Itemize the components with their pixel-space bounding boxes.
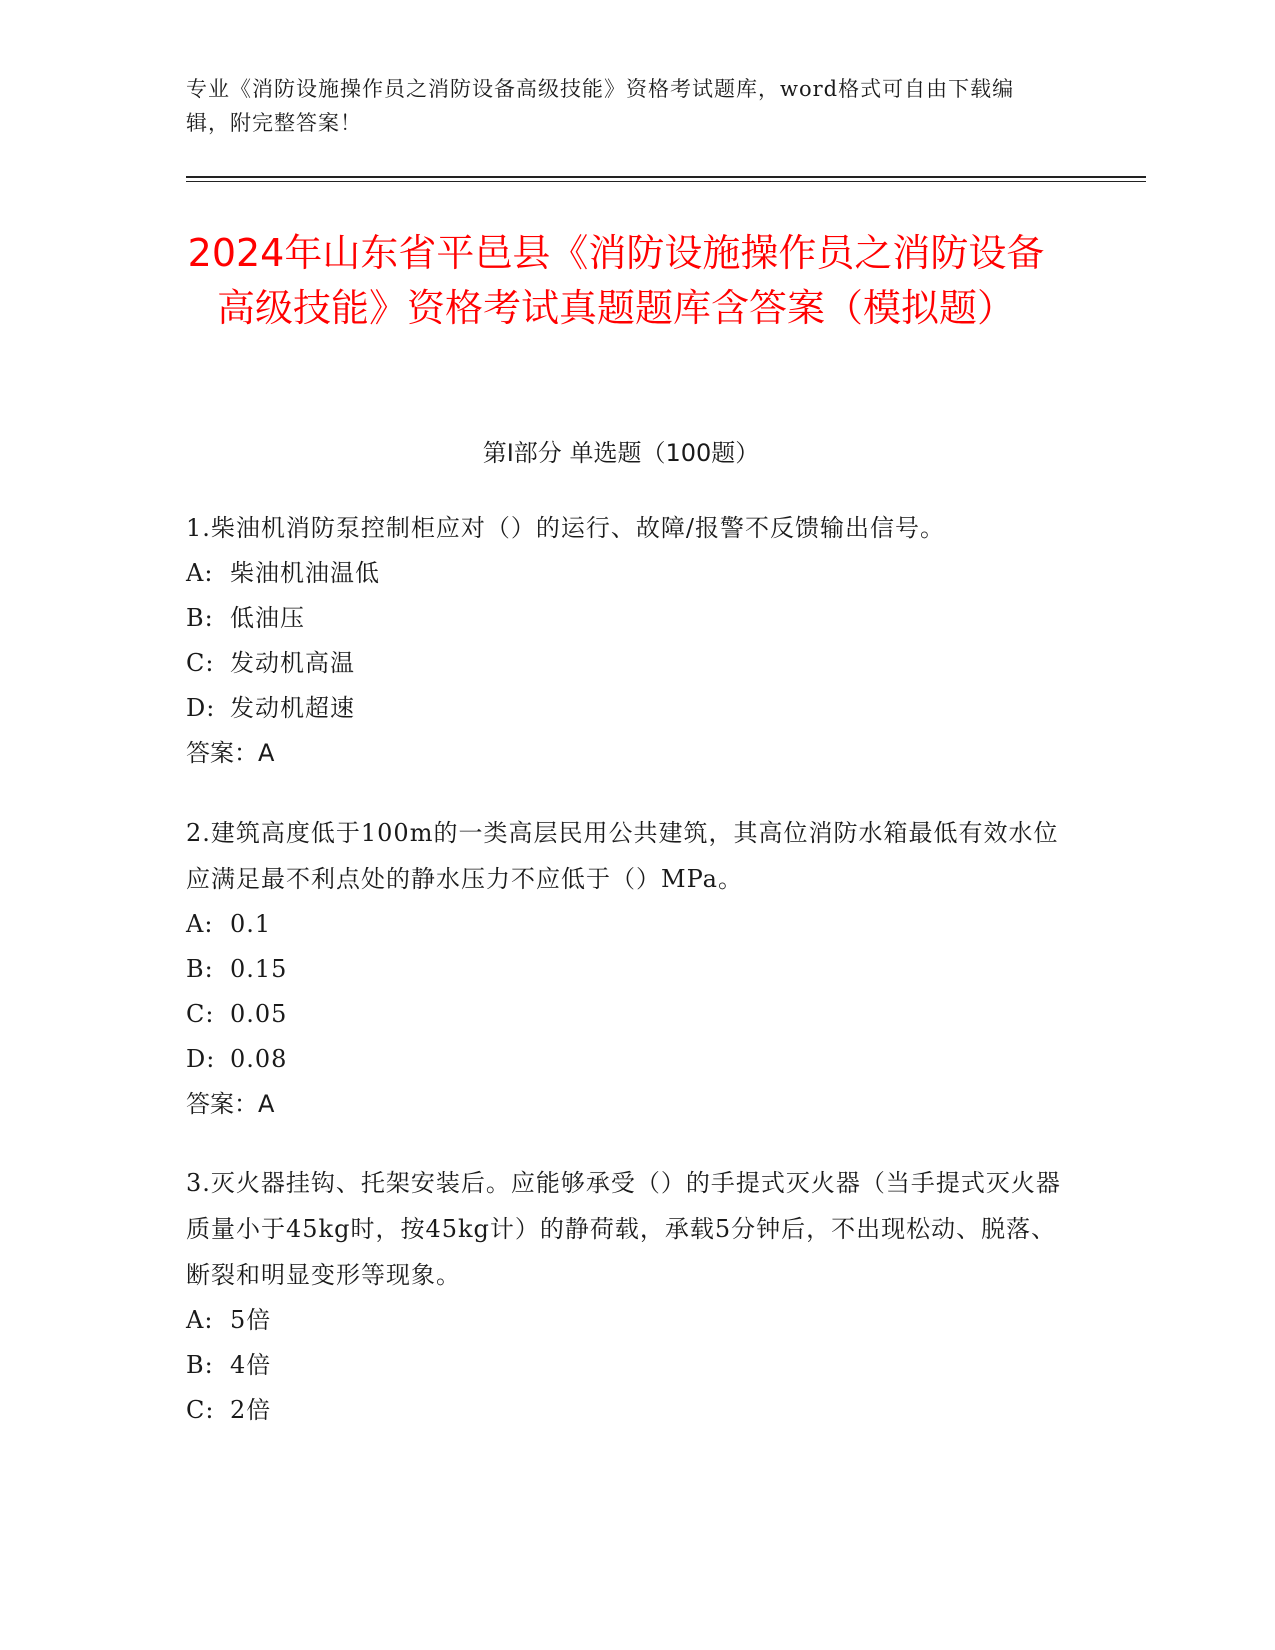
option-a bbox=[186, 902, 1066, 947]
option-text: 2倍 bbox=[230, 1396, 272, 1424]
option-letter: D: bbox=[186, 1045, 216, 1073]
option-c bbox=[186, 992, 1066, 1037]
option-letter: D: bbox=[186, 694, 216, 722]
option-c bbox=[186, 641, 1066, 686]
question-stem: 3.灭火器挂钩、托架安装后。应能够承受（）的手提式灭火器（当手提式灭火器质量小于45kg时，按45kg计）的静荷载，承载5分钟后，不出现松动、脱落、断裂和明显变形等现象。 bbox=[186, 1169, 1061, 1289]
option-d bbox=[186, 686, 1066, 731]
option-letter: C: bbox=[186, 1396, 215, 1424]
option-a bbox=[186, 551, 1066, 596]
option-letter: C: bbox=[186, 649, 215, 677]
answer-line: 答案：A bbox=[186, 739, 275, 767]
option-b bbox=[186, 596, 1066, 641]
option-letter: A: bbox=[186, 910, 214, 938]
option-text: 0.15 bbox=[230, 955, 288, 983]
option-text: 低油压 bbox=[230, 604, 305, 632]
option-text: 0.05 bbox=[230, 1000, 288, 1028]
section-heading: 第I部分 单选题（100题） bbox=[482, 439, 760, 467]
option-letter: B: bbox=[186, 604, 214, 632]
option-text: 5倍 bbox=[230, 1306, 272, 1334]
header-divider bbox=[186, 176, 1146, 182]
option-b bbox=[186, 1343, 1066, 1388]
option-letter: C: bbox=[186, 1000, 215, 1028]
question-3 bbox=[186, 1160, 1066, 1433]
option-letter: A: bbox=[186, 559, 214, 587]
option-c bbox=[186, 1388, 1066, 1433]
option-text: 发动机超速 bbox=[230, 694, 355, 722]
option-text: 0.08 bbox=[230, 1045, 288, 1073]
question-stem: 1.柴油机消防泵控制柜应对（）的运行、故障/报警不反馈输出信号。 bbox=[186, 514, 945, 542]
option-text: 柴油机油温低 bbox=[230, 559, 380, 587]
option-text: 发动机高温 bbox=[230, 649, 355, 677]
option-b bbox=[186, 947, 1066, 992]
question-1 bbox=[186, 505, 1066, 776]
option-letter: B: bbox=[186, 955, 214, 983]
option-letter: A: bbox=[186, 1306, 214, 1334]
option-letter: B: bbox=[186, 1351, 214, 1379]
option-a bbox=[186, 1298, 1066, 1343]
divider-thick-line bbox=[186, 176, 1146, 178]
answer-line: 答案：A bbox=[186, 1090, 275, 1118]
divider-thin-line bbox=[186, 181, 1146, 182]
option-text: 4倍 bbox=[230, 1351, 272, 1379]
question-2 bbox=[186, 810, 1066, 1127]
question-stem: 2.建筑高度低于100m的一类高层民用公共建筑，其高位消防水箱最低有效水位应满足最不利点处的静水压力不应低于（）MPa。 bbox=[186, 819, 1059, 893]
option-text: 0.1 bbox=[230, 910, 272, 938]
document-title: 2024年山东省平邑县《消防设施操作员之消防设备高级技能》资格考试真题题库含答案（模拟题） bbox=[187, 231, 1045, 330]
header-note: 专业《消防设施操作员之消防设备高级技能》资格考试题库，word格式可自由下载编辑，附完整答案！ bbox=[186, 77, 1015, 135]
option-d bbox=[186, 1037, 1066, 1082]
